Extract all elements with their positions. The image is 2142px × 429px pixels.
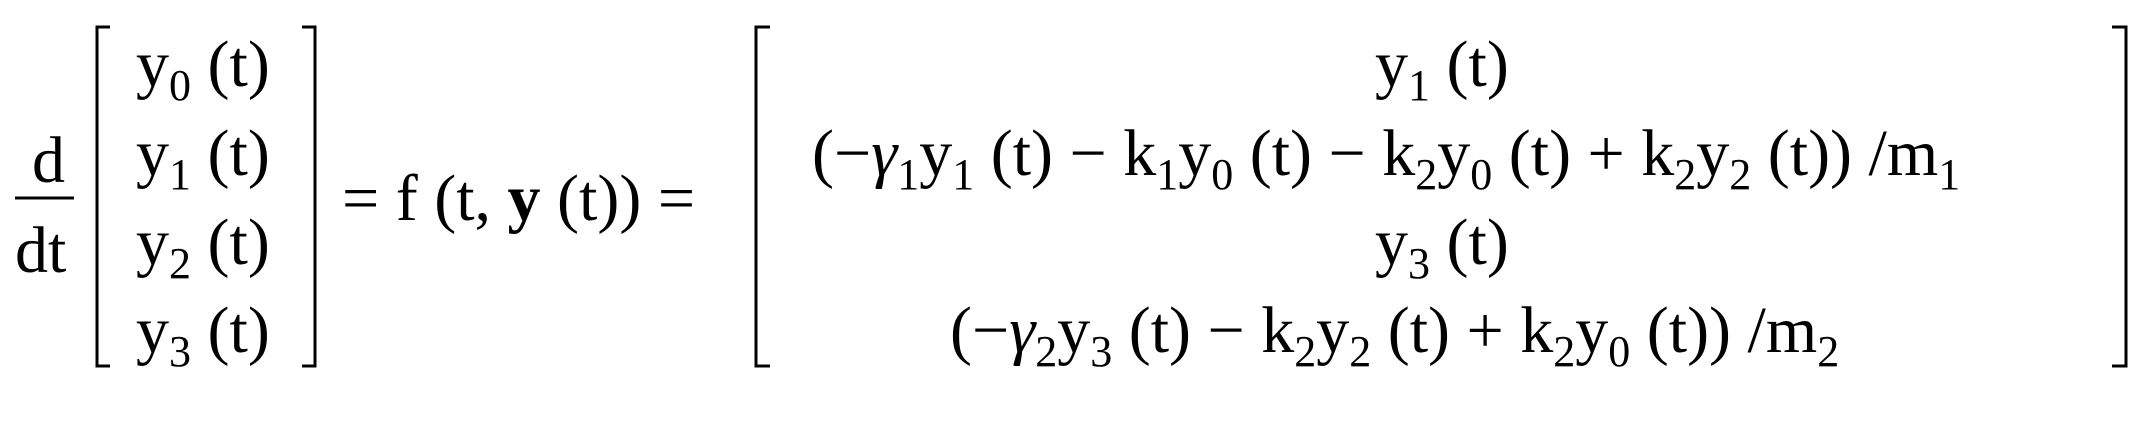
rhs-row-4: ($-\gamma_2y_3$ $(t) - k_2y_2$ $(t) + k_2y_0$ (t)) $/m_2$ <box>950 294 1840 376</box>
function-expression: = f (t, y (t)) = <box>342 162 696 235</box>
rhs-row-2: ($-\gamma_1y_1$ $(t) - k_1y_0$ $(t) - k_2y_0$ $(t) + k_2y_2$ (t)) $/m_1$ <box>812 117 1961 199</box>
derivative-numerator: d <box>32 124 65 197</box>
rhs-row-3: $y_3$ (t) <box>1375 206 1509 288</box>
lhs-entry-3: $y_3$ (t) <box>136 294 270 376</box>
lhs-entry-1: $y_1$ (t) <box>136 117 270 199</box>
lhs-entry-0: $y_0$ (t) <box>136 28 270 110</box>
derivative-denominator: dt <box>15 214 67 287</box>
lhs-entry-2: $y_2$ (t) <box>136 206 270 288</box>
rhs-row-1: $y_1$ (t) <box>1375 28 1509 110</box>
